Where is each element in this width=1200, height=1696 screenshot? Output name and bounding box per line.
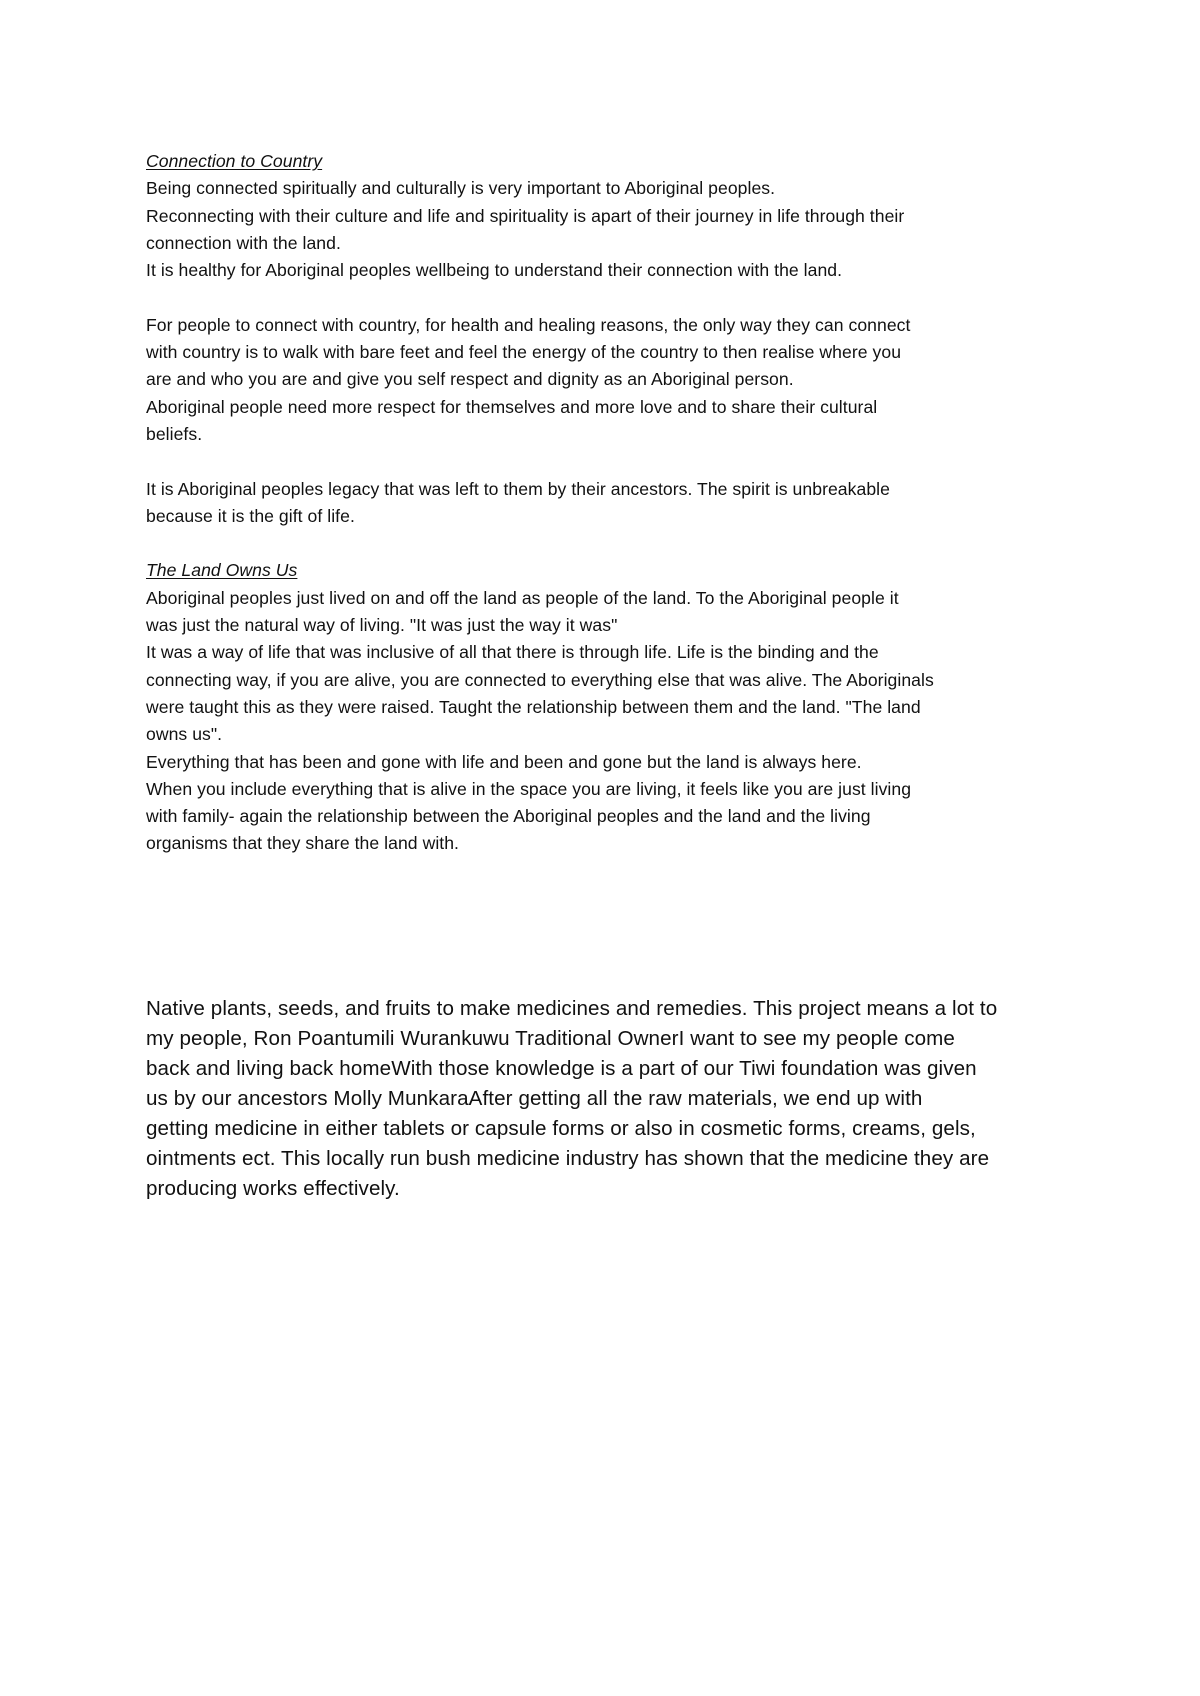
paragraph-line: When you include everything that is alive in the space you are living, it feels like you are just living [146, 778, 912, 799]
paragraph-line: getting medicine in either tablets or capsule forms or also in cosmetic forms, creams, gels, [146, 1117, 976, 1140]
paragraph-line: my people, Ron Poantumili Wurankuwu Traditional OwnerI want to see my people come [146, 1027, 955, 1050]
paragraph-line: beliefs. [146, 423, 203, 444]
paragraph-line: connecting way, if you are alive, you are connected to everything else that was alive. The Aboriginals [146, 669, 934, 690]
section-heading: Connection to Country [146, 151, 323, 171]
section-heading: The Land Owns Us [146, 560, 298, 581]
paragraph-line: owns us". [146, 724, 223, 745]
paragraph-line: producing works effectively. [146, 1177, 400, 1200]
paragraph-line: organisms that they share the land with. [146, 833, 459, 854]
paragraph-gap [146, 530, 1076, 557]
paragraph-line: Aboriginal people need more respect for themselves and more love and to share their cultural [146, 396, 878, 417]
paragraph-line: It was a way of life that was inclusive of all that there is through life. Life is the binding and the [146, 642, 879, 663]
paragraph-line: were taught this as they were raised. Taught the relationship between them and the land. "The land [146, 696, 921, 717]
paragraph-line: Aboriginal peoples just lived on and off the land as people of the land. To the Aboriginal people it [146, 587, 899, 608]
paragraph-line: Being connected spiritually and culturally is very important to Aboriginal peoples. [146, 178, 776, 199]
paragraph-line: For people to connect with country, for health and healing reasons, the only way they can connect [146, 314, 911, 335]
paragraph-line: It is Aboriginal peoples legacy that was left to them by their ancestors. The spirit is unbreakable [146, 478, 890, 499]
paragraph-line: Reconnecting with their culture and life and spirituality is apart of their journey in life through their [146, 205, 905, 226]
paragraph-line: with family- again the relationship between the Aboriginal peoples and the land and the living [146, 806, 871, 827]
paragraph-line: back and living back homeWith those knowledge is a part of our Tiwi foundation was given [146, 1057, 977, 1080]
paragraph-gap [146, 284, 1076, 311]
section-bush-medicine [146, 994, 1076, 1204]
paragraph-line: because it is the gift of life. [146, 505, 355, 526]
paragraph-line: It is healthy for Aboriginal peoples wellbeing to understand their connection with the land. [146, 260, 843, 281]
paragraph-line: with country is to walk with bare feet and feel the energy of the country to then realise where you [146, 342, 902, 363]
paragraph-line: ointments ect. This locally run bush medicine industry has shown that the medicine they are [146, 1147, 990, 1170]
section-connection-to-country [146, 148, 1076, 858]
paragraph-gap [146, 448, 1076, 475]
paragraph-line: Everything that has been and gone with life and been and gone but the land is always here. [146, 751, 862, 772]
paragraph-line: us by our ancestors Molly MunkaraAfter getting all the raw materials, we end up with [146, 1087, 923, 1110]
paragraph-line: Native plants, seeds, and fruits to make medicines and remedies. This project means a lot to [146, 997, 998, 1020]
paragraph-line: connection with the land. [146, 232, 341, 253]
paragraph-line: was just the natural way of living. "It was just the way it was" [146, 615, 618, 636]
paragraph-line: are and who you are and give you self respect and dignity as an Aboriginal person. [146, 369, 794, 390]
